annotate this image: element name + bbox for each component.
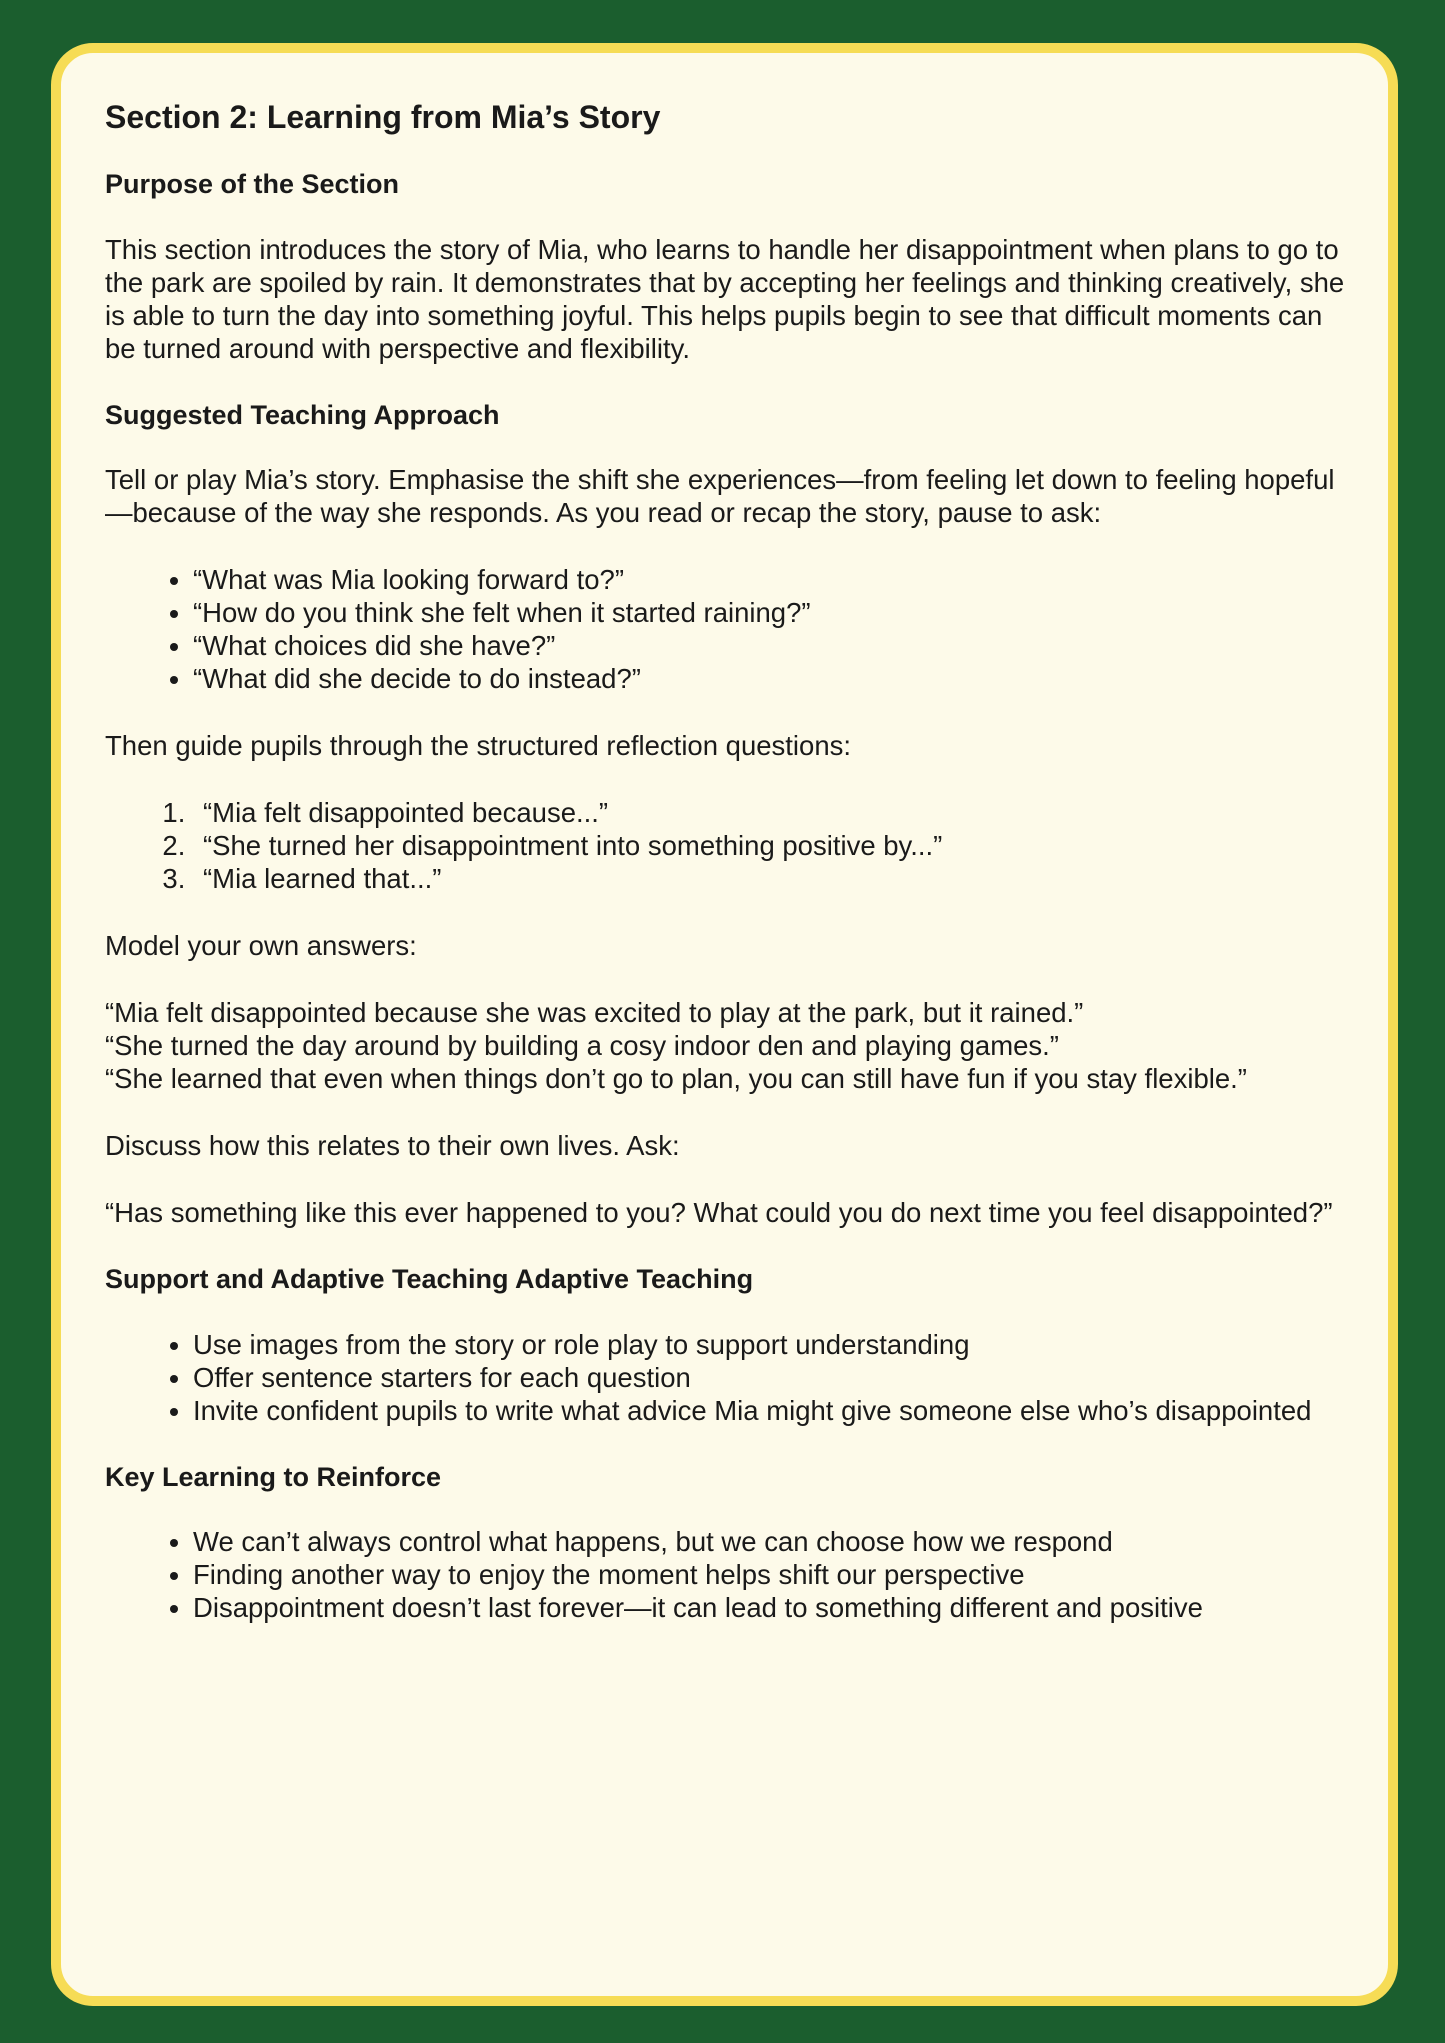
list-item: • Disappointment doesn’t last forever—it can lead to something different and positive — [193, 1591, 1355, 1624]
list-item: • Invite confident pupils to write what advice Mia might give someone else who’s disappointed — [193, 1394, 1355, 1427]
discuss-text: Discuss how this relates to their own lives. Ask: — [105, 1130, 680, 1162]
list-item: 2. “She turned her disappointment into something positive by...” — [193, 829, 1355, 862]
support-list — [105, 1328, 1355, 1427]
purpose-text: This section introduces the story of Mia, who learns to handle her disappointment when plans to go to the park are spoiled by rain. It demonstrates that by accepting her feelings and thinking creatively, she is able to turn the day into something joyful. This helps pupils begin to see that difficult moments can be turned around with perspective and flexibility. — [105, 233, 1345, 364]
approach-heading: Suggested Teaching Approach — [105, 399, 500, 430]
list-item: 3. “Mia learned that...” — [193, 862, 1355, 895]
list-item: • Use images from the story or role play to support understanding — [193, 1328, 1355, 1361]
list-item: • “What choices did she have?” — [193, 629, 1355, 662]
support-heading: Support and Adaptive Teaching Adaptive Teaching — [105, 1264, 754, 1295]
model-answer: “She learned that even when things don’t go to plan, you can still have fun if you stay flexible.” — [105, 1063, 1247, 1095]
key-learning-heading: Key Learning to Reinforce — [105, 1461, 442, 1492]
model-answer: “Mia felt disappointed because she was excited to play at the park, but it rained.” — [105, 997, 1084, 1029]
discuss-question: “Has something like this ever happened to you? What could you do next time you feel disappointed?” — [105, 1197, 1333, 1229]
list-item: • We can’t always control what happens, but we can choose how we respond — [193, 1525, 1355, 1558]
document-body — [105, 98, 1355, 1658]
reflection-questions-list — [105, 796, 1355, 895]
list-item: • Finding another way to enjoy the moment helps shift our perspective — [193, 1558, 1355, 1591]
list-item: • “How do you think she felt when it started raining?” — [193, 596, 1355, 629]
approach-intro: Tell or play Mia’s story. Emphasise the shift she experiences—from feeling let down to feeling hopeful—because of the way she responds. As you read or recap the story, pause to ask: — [105, 464, 1335, 529]
list-item: • “What was Mia looking forward to?” — [193, 563, 1355, 596]
model-answers — [105, 996, 1355, 1095]
list-item: • Offer sentence starters for each question — [193, 1361, 1355, 1394]
purpose-heading: Purpose of the Section — [105, 169, 400, 200]
list-item: 1. “Mia felt disappointed because...” — [193, 796, 1355, 829]
model-intro: Model your own answers: — [105, 930, 417, 962]
guide-text: Then guide pupils through the structured reflection questions: — [105, 730, 852, 762]
key-learning-list — [105, 1525, 1355, 1624]
model-answer: “She turned the day around by building a cosy indoor den and playing games.” — [105, 1030, 1059, 1062]
section-title: Section 2: Learning from Mia’s Story — [105, 99, 661, 135]
list-item: • “What did she decide to do instead?” — [193, 662, 1355, 695]
story-questions-list — [105, 563, 1355, 695]
